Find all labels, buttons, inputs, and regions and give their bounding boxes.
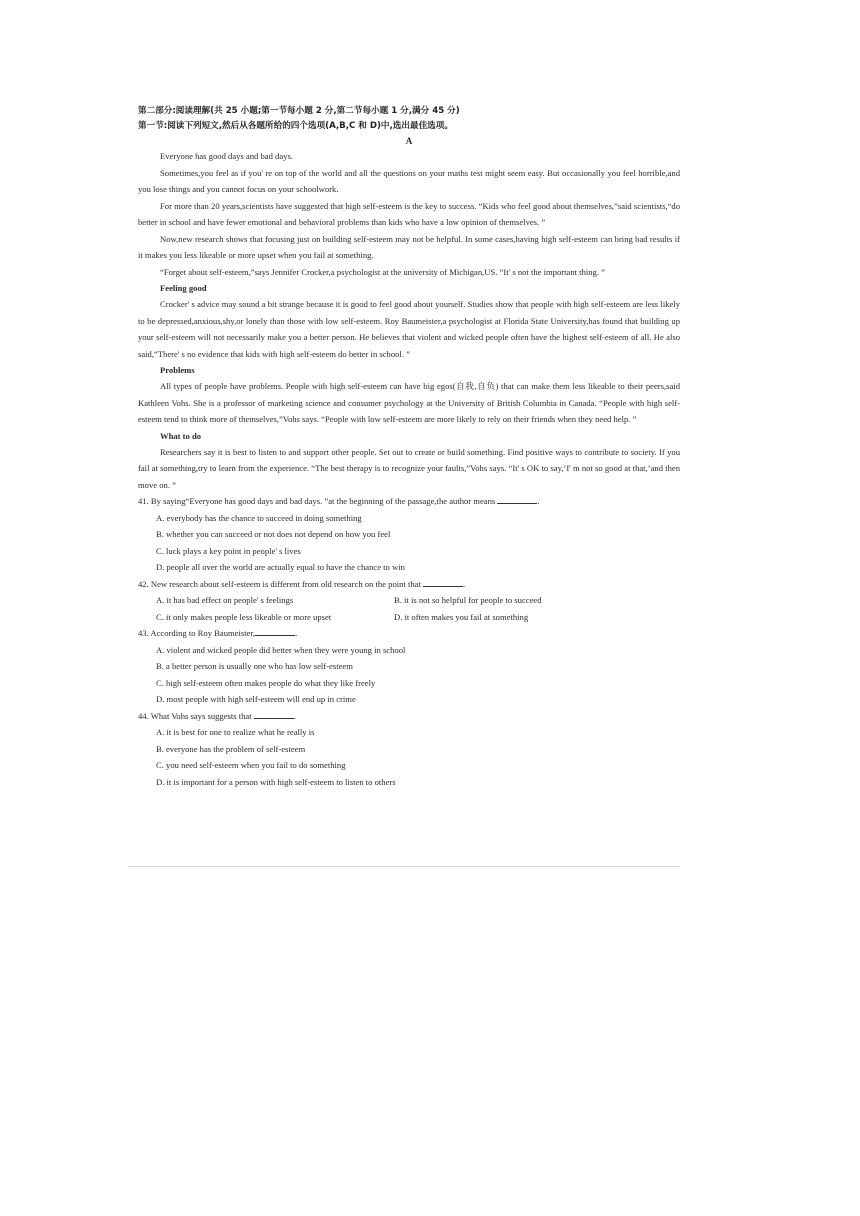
passage-paragraph: Sometimes,you feel as if you' re on top of the world and all the questions on your maths test might seem easy. But occasionally you feel horrible,and you lose things and you cannot focus on your schoolwork. [138, 167, 680, 194]
passage-paragraph: Researchers say it is best to listen to and support other people. Set out to create or build something. Find positive ways to contribute to society. If you fail at something,try to learn from the experience. “The best therapy is to recognize your faults,”Vohs says. “It' s OK to say,‘I' m not so good at that,’and then move on. ” [138, 446, 680, 490]
section-heading: Problems [160, 365, 195, 375]
option-b: B. whether you can succeed or not does not depend on how you feel [156, 529, 391, 539]
option-d: D. people all over the world are actually equal to have the chance to win [156, 562, 405, 572]
passage-paragraph: “Forget about self-esteem,”says Jennifer Crocker,a psychologist at the university of Michigan,US. “It' s not the important thing. ” [160, 266, 605, 277]
option-b: B. everyone has the problem of self-esteem [156, 743, 306, 754]
option-c: C. it only makes people less likeable or more upset [156, 611, 332, 622]
section-heading: Feeling good [160, 283, 207, 293]
option-d: D. it is important for a person with high self-esteem to listen to others [156, 776, 396, 787]
question-42 [138, 576, 680, 593]
question-stem: 42. New research about self-esteem is different from old research on the point that [138, 578, 421, 589]
question-stem-end: . [293, 710, 296, 721]
option-c: C. you need self-esteem when you fail to do something [156, 760, 346, 770]
option-a: A. violent and wicked people did better when they were young in school [156, 644, 406, 655]
option-a: A. everybody has the chance to succeed in doing something [156, 512, 362, 523]
option-row [138, 609, 680, 626]
passage-paragraph: For more than 20 years,scientists have suggested that high self-esteem is the key to success. “Kids who feel good about themselves,”said scientists,“do better in school and have fewer emotional and behavioral problems than kids who have a low opinion of themselves. ” [138, 200, 680, 227]
exam-page [138, 104, 680, 790]
subsection-title: 第一节:阅读下列短文,然后从各题所给的四个选项(A,B,C 和 D)中,选出最佳选项。 [138, 121, 453, 131]
passage-paragraph: Crocker' s advice may sound a bit strange because it is good to feel good about yourself. Studies show that people with high self-esteem are less likely to be depressed,anxious,shy,or lonely than those with low self-esteem. Roy Baumeister,a psychologist at Florida State University,has found that building up your self-esteem will not necessarily make you a better person. He believes that violent and wicked people often have the highest self-esteem of all. He also said,“There' s no evidence that kids with high self-esteem do better in school. ” [138, 299, 680, 359]
passage-paragraph: All types of people have problems. People with high self-esteem can have big egos(自我,自负) that can make them less likeable to their peers,said Kathleen Vohs. She is a professor of marketing science and consumer psychology at the University of British Columbia in Canada. “People with high self-esteem tend to think more of themselves,”Vohs says. “People with low self-esteem are more likely to rely on their friends when they need help. ” [138, 381, 680, 424]
question-stem-end: . [463, 578, 466, 589]
option-a: A. it has bad effect on people' s feelings [156, 595, 294, 605]
section-title: 第二部分:阅读理解(共 25 小题;第一节每小题 2 分,第二节每小题 1 分,满分 45 分) [138, 106, 460, 116]
answer-blank [255, 627, 298, 638]
answer-blank [423, 578, 466, 589]
option-d: D. it often makes you fail at something [394, 611, 529, 622]
answer-blank [254, 710, 294, 719]
passage-letter: A [405, 136, 413, 146]
passage-paragraph: Everyone has good days and bad days. [160, 151, 293, 161]
option-c: C. high self-esteem often makes people do what they like freely [156, 677, 376, 688]
question-stem-end: . [537, 496, 540, 506]
question-44 [138, 708, 680, 725]
question-stem-end: . [295, 628, 298, 638]
question-stem: 43. According to Roy Baumeister, [138, 628, 256, 638]
option-b: B. it is not so helpful for people to succeed [394, 595, 542, 605]
question-43 [138, 625, 680, 642]
option-row [138, 592, 680, 609]
option-a: A. it is best for one to realize what he really is [156, 727, 315, 737]
option-d: D. most people with high self-esteem will end up in crime [156, 694, 356, 704]
question-41 [138, 493, 680, 510]
option-b: B. a better person is usually one who has low self-esteem [156, 661, 353, 671]
answer-blank [497, 495, 540, 506]
question-stem: 41. By saying“Everyone has good days and bad days. ”at the beginning of the passage,the author means [138, 496, 496, 506]
section-heading: What to do [160, 430, 202, 441]
question-stem: 44. What Vohs says suggests that [138, 710, 252, 721]
option-c: C. luck plays a key point in people' s lives [156, 545, 301, 556]
passage-paragraph: Now,new research shows that focusing just on building self-esteem may not be helpful. In some cases,having high self-esteem can bring bad results if it makes you less likeable or more upset when you fail at something. [138, 233, 680, 260]
page-divider [128, 866, 680, 867]
